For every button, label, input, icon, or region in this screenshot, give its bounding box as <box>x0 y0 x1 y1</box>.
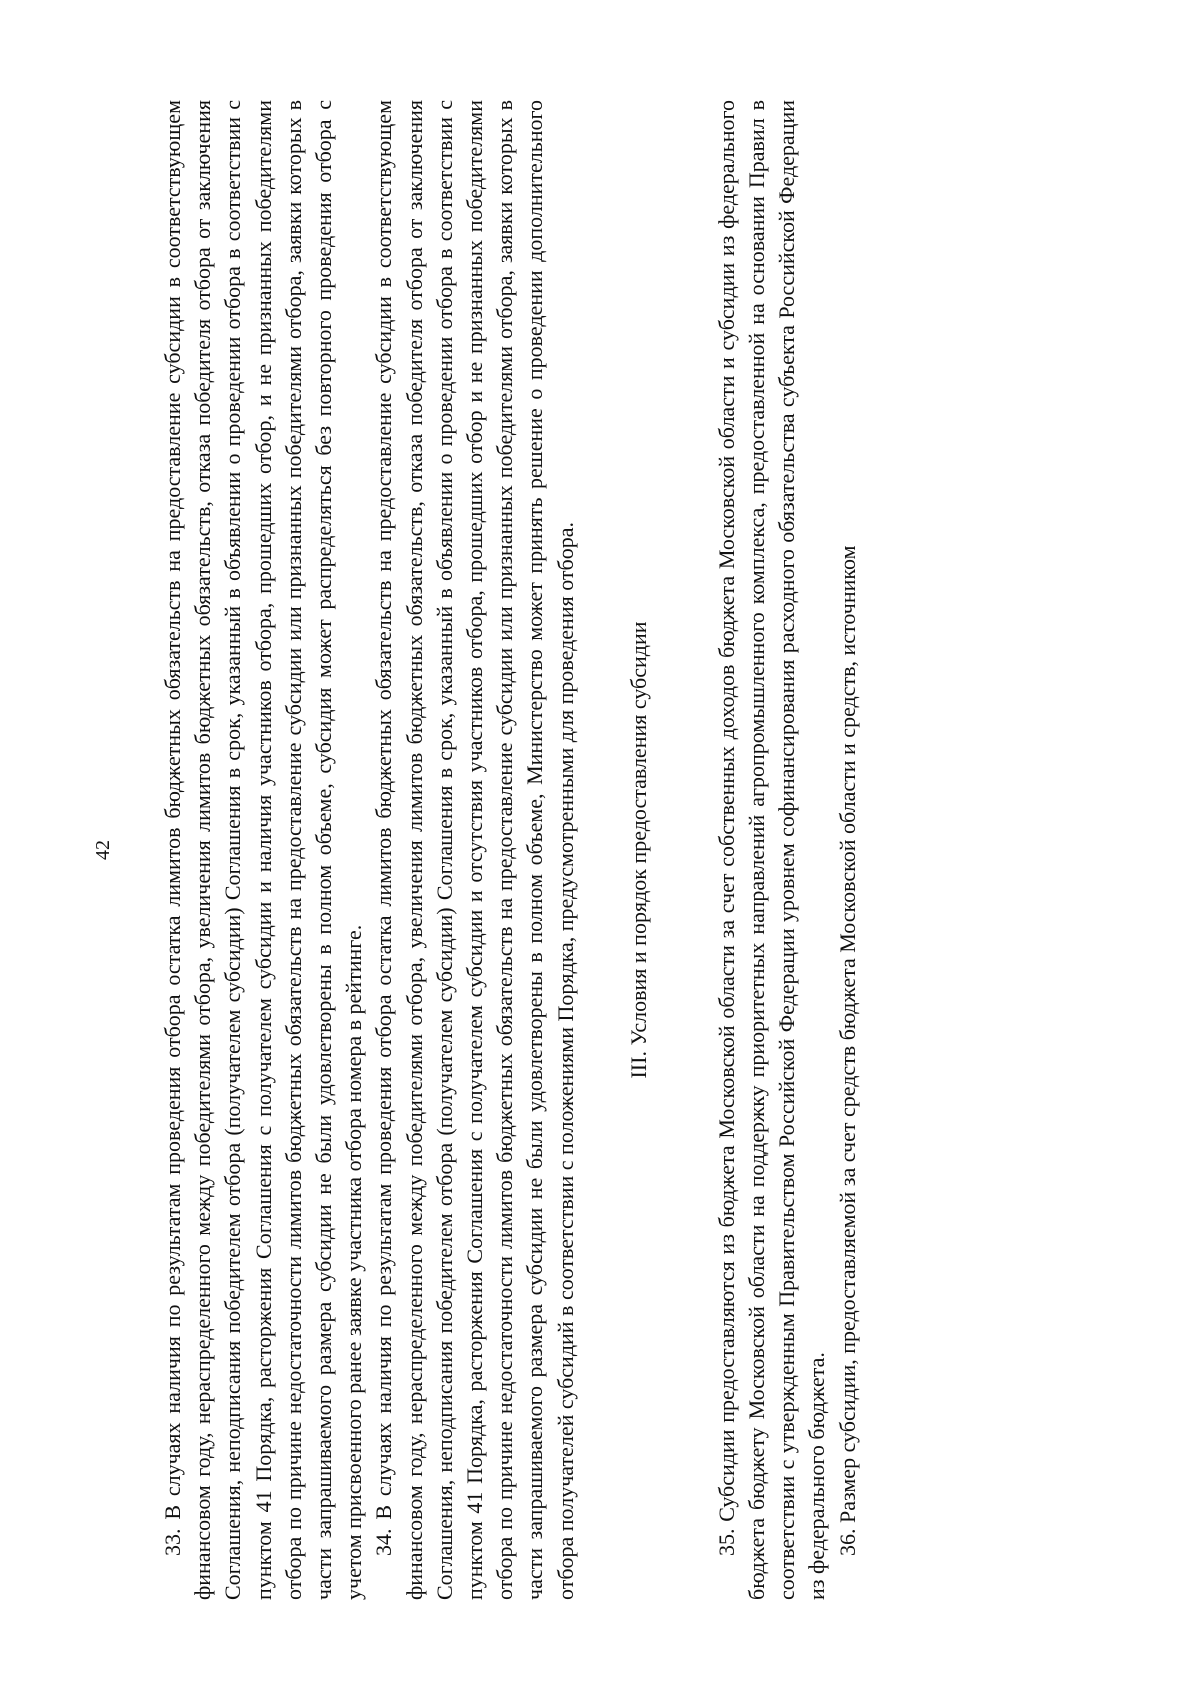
paragraph-36: 36. Размер субсидии, предоставляемой за счет средств бюджета Московской области и средств, источником <box>834 545 860 1556</box>
paragraph-34: 34. В случаях наличия по результатам проведения отбора остатка лимитов бюджетных обязательств на предоставление субсидии в соответствующем финансовом году, нераспределенного между победителями отбора, увеличения лимитов бюджетных обязательств, отказа победителя отбора от заключения Соглашения, неподписания победителем отбора (получателем субсидии) Соглашения в срок, указанный в объявлении о проведении отбора в соответствии с пунктом 41 Порядка, расторжения Соглашения с получателем субсидии и отсутствия участников отбора, прошедших отбор и не признанных победителями отбора по причине недостаточности лимитов бюджетных обязательств на предоставление субсидии или признанных победителями отбора, заявки которых в части запрашиваемого размера субсидии не были удовлетворены в полном объеме, Министерство может принять решение о проведении дополнительного отбора получателей субсидий в соответствии с положениями Порядка, предусмотренными для проведения отбора. <box>371 100 578 1600</box>
paragraph-35: 35. Субсидии предоставляются из бюджета Московской области за счет собственных доходов бюджета Московской области и субсидии из федерального бюджета бюджету Московской области на поддержку приоритетных направлений агропромышленного комплекса, предоставленной на основании Правил в соответствии с утвержденным Правительством Российской Федерации уровнем софинансирования расходного обязательства субъекта Российской Федерации из федерального бюджета. <box>713 100 830 1600</box>
section-heading: III. Условия и порядок предоставления субсидии <box>625 621 651 1079</box>
document-page-content <box>88 100 1068 1600</box>
paragraph-33: 33. В случаях наличия по результатам проведения отбора остатка лимитов бюджетных обязательств на предоставление субсидии в соответствующем финансовом году, нераспределенного между победителями отбора, увеличения лимитов бюджетных обязательств, отказа победителя отбора от заключения Соглашения, неподписания победителем отбора (получателем субсидии) Соглашения в срок, указанный в объявлении о проведении отбора в соответствии с пунктом 41 Порядка, расторжения Соглашения с получателем субсидии и наличия участников отбора, прошедших отбор, и не признанных победителями отбора по причине недостаточности лимитов бюджетных обязательств на предоставление субсидии или признанных победителями отбора, заявки которых в части запрашиваемого размера субсидии не были удовлетворены в полном объеме, субсидия может распределяться без повторного проведения отбора с учетом присвоенного ранее заявке участника отбора номера в рейтинге. <box>160 100 367 1600</box>
page-number: 42 <box>92 840 114 860</box>
